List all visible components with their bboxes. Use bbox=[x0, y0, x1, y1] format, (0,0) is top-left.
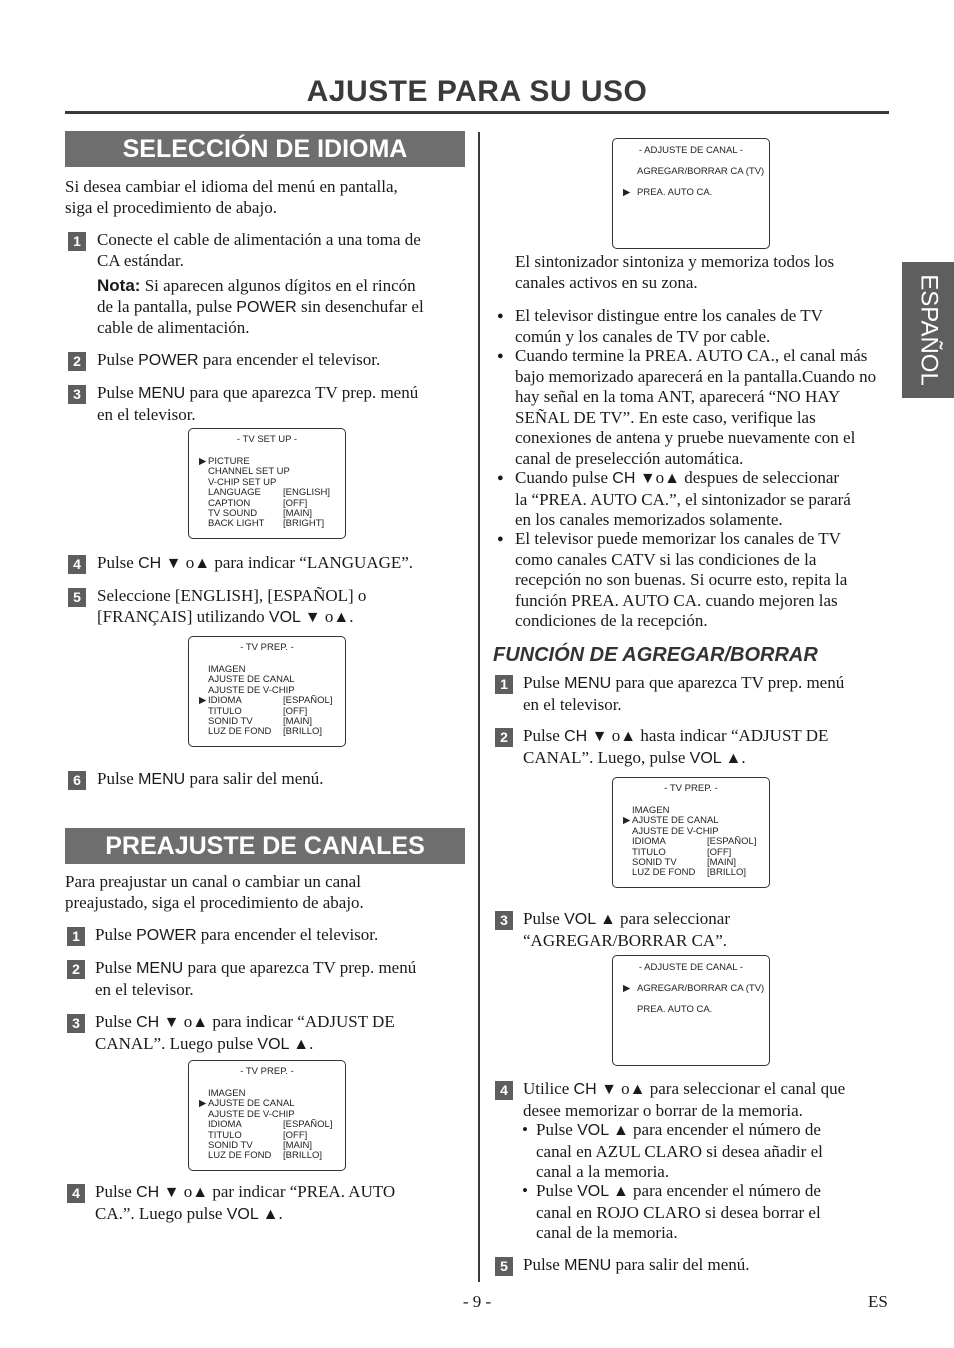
screen-value: [ESPAÑOL] bbox=[283, 695, 333, 707]
step-number: 3 bbox=[68, 385, 86, 404]
punctuation: . bbox=[741, 747, 746, 767]
step-line: para encender el televisor. bbox=[196, 925, 379, 944]
power-key-label: POWER bbox=[236, 298, 297, 316]
screen-value: [MAIN] bbox=[283, 508, 313, 519]
or-text: o bbox=[183, 1012, 193, 1031]
step-number: 4 bbox=[495, 1081, 513, 1100]
step-number: 6 bbox=[68, 771, 86, 790]
intro-line: preajustado, siga el procedimiento de abajo. bbox=[65, 892, 364, 912]
screen-item: TITULO bbox=[208, 705, 242, 717]
step-number: 1 bbox=[495, 675, 513, 694]
bullet-dot-icon: ● bbox=[497, 350, 504, 362]
step-text bbox=[97, 553, 465, 575]
step-number: 5 bbox=[495, 1257, 513, 1276]
bullet-dot-icon: • bbox=[522, 1120, 528, 1139]
bullet-line: El televisor distingue entre los canales de TV bbox=[515, 306, 823, 325]
step-line: en el televisor. bbox=[95, 979, 194, 999]
subsection-heading-add-delete: FUNCIÓN DE AGREGAR/BORRAR bbox=[493, 644, 818, 666]
tuner-paragraph bbox=[515, 252, 895, 293]
up-arrow-icon: ▲ bbox=[664, 470, 681, 487]
or-text: o bbox=[655, 468, 665, 487]
bullet-dot-icon: ● bbox=[497, 310, 504, 322]
bullet-dot-icon: ● bbox=[497, 533, 504, 545]
up-arrow-icon: ▲ bbox=[608, 1122, 629, 1139]
screen-item: CHANNEL SET UP bbox=[208, 466, 290, 478]
step-line: Conecte el cable de alimentación a una toma de bbox=[97, 230, 421, 249]
bullet-line: SEÑAL DE TV”. En este caso, verifique las bbox=[515, 407, 816, 427]
screen-value: [OFF] bbox=[707, 846, 732, 858]
screen-item: LUZ DE FOND bbox=[208, 726, 272, 738]
menu-key-label: MENU bbox=[138, 771, 186, 788]
language-side-tab bbox=[902, 262, 954, 398]
screen-item: BACK LIGHT bbox=[208, 518, 265, 530]
tv-prep-screen-channel bbox=[188, 1060, 346, 1171]
vol-key-label: VOL bbox=[689, 749, 722, 767]
step-line: hasta indicar “ADJUST DE bbox=[636, 726, 829, 745]
screen-value: [OFF] bbox=[283, 705, 308, 717]
step-line: Pulse bbox=[97, 553, 139, 572]
bullet-line: Cuando termine la PREA. AUTO CA., el canal más bbox=[515, 346, 868, 365]
bullet-line: despues de seleccionar bbox=[680, 468, 840, 487]
ch-key-label: CH bbox=[573, 1081, 597, 1098]
bullet-line: hay señal en la toma ANT, aparecerá “NO HAY bbox=[515, 387, 841, 406]
or-text: o bbox=[183, 1182, 193, 1201]
step-line: desee memorizar o borrar de la memoria. bbox=[523, 1100, 803, 1120]
selection-arrow-icon: ▶ bbox=[623, 187, 631, 198]
step-line: CA.”. Luego pulse bbox=[95, 1203, 227, 1223]
vol-key-label: VOL bbox=[226, 1205, 259, 1223]
bullet-line: para encender el número de bbox=[628, 1120, 821, 1139]
screen-value: [BRILLO] bbox=[283, 726, 323, 738]
bullet-line: Pulse bbox=[536, 1181, 578, 1200]
screen-value: [BRIGHT] bbox=[283, 518, 325, 530]
ch-key-label: CH bbox=[138, 555, 162, 572]
presets-intro bbox=[65, 872, 445, 913]
screen-item: SONID TV bbox=[208, 716, 253, 727]
intro-line: Si desea cambiar el idioma del menú en pantalla, bbox=[65, 177, 398, 196]
screen-value: [BRILLO] bbox=[707, 867, 747, 879]
screen-item: TITULO bbox=[632, 846, 666, 858]
screen-item: SONID TV bbox=[632, 857, 677, 868]
step-number: 5 bbox=[68, 588, 86, 607]
note-line: de la pantalla, pulse bbox=[97, 296, 237, 316]
down-arrow-icon: ▼ bbox=[635, 470, 656, 487]
step-line: Pulse bbox=[95, 1012, 137, 1031]
bullet-line: canal de la memoria. bbox=[536, 1223, 678, 1242]
step-line: par indicar “PREA. AUTO bbox=[208, 1182, 396, 1201]
step-line: para seleccionar bbox=[615, 909, 730, 928]
screen-item: AGREGAR/BORRAR CA (TV) bbox=[637, 983, 765, 994]
menu-key-label: MENU bbox=[564, 1257, 612, 1274]
step-number: 1 bbox=[67, 927, 85, 946]
step-number: 2 bbox=[67, 960, 85, 979]
step-number: 3 bbox=[495, 911, 513, 930]
screen-value: [MAIN] bbox=[283, 1140, 313, 1151]
bullet-item bbox=[497, 529, 895, 632]
step-text bbox=[97, 769, 465, 791]
step-line: Pulse bbox=[97, 769, 139, 788]
selection-arrow-icon: ▶ bbox=[199, 456, 207, 467]
screen-item: IMAGEN bbox=[208, 1088, 246, 1099]
language-intro bbox=[65, 177, 445, 218]
bullet-line: la “PREA. AUTO CA.”, el sintonizador se parará bbox=[515, 489, 851, 509]
step-line: [FRANÇAIS] utilizando bbox=[97, 606, 269, 626]
column-divider bbox=[478, 132, 480, 1282]
down-arrow-icon: ▼ bbox=[159, 1014, 180, 1031]
screen-item: AGREGAR/BORRAR CA (TV) bbox=[637, 166, 765, 177]
step-text bbox=[523, 673, 891, 715]
up-arrow-icon: ▲ bbox=[258, 1205, 279, 1223]
tv-prep-screen-add-delete bbox=[612, 777, 770, 888]
step-line: para seleccionar el canal que bbox=[645, 1079, 846, 1098]
step-line: Pulse bbox=[523, 1255, 565, 1274]
screen-value: [MAIN] bbox=[283, 716, 313, 727]
bullet-line: Cuando pulse bbox=[515, 468, 613, 487]
screen-title: - TV PREP. - bbox=[664, 783, 718, 794]
bullet-line: canal en AZUL CLARO si desea añadir el bbox=[536, 1141, 823, 1161]
step-number: 2 bbox=[495, 728, 513, 747]
menu-key-label: MENU bbox=[138, 385, 186, 402]
screen-item: AJUSTE DE CANAL bbox=[208, 674, 295, 686]
intro-line: Para preajustar un canal o cambiar un canal bbox=[65, 872, 361, 891]
menu-key-label: MENU bbox=[564, 675, 612, 692]
side-tab-label: ESPAÑOL bbox=[915, 274, 943, 386]
language-code: ES bbox=[868, 1292, 888, 1311]
screen-value: [OFF] bbox=[283, 1129, 308, 1141]
selection-arrow-icon: ▶ bbox=[623, 815, 631, 827]
bullet-line: para encender el número de bbox=[628, 1181, 821, 1200]
up-arrow-icon: ▲ bbox=[595, 911, 616, 928]
screen-title: - ADJUSTE DE CANAL - bbox=[638, 962, 744, 973]
ch-key-label: CH bbox=[564, 728, 588, 745]
bullet-item bbox=[497, 468, 895, 531]
bullet-line: condiciones de la recepción. bbox=[515, 611, 708, 630]
vol-key-label: VOL bbox=[577, 1122, 609, 1139]
screen-item: IDIOMA bbox=[632, 836, 666, 848]
page-number: - 9 - bbox=[462, 1292, 492, 1311]
step-line: CANAL”. Luego, pulse bbox=[523, 747, 690, 767]
sub-bullet-item bbox=[522, 1120, 876, 1183]
screen-title: - TV PREP. - bbox=[240, 1066, 294, 1077]
para-line: canales activos en su zona. bbox=[515, 272, 698, 292]
step-line: “AGREGAR/BORRAR CA”. bbox=[523, 930, 728, 950]
bullet-line: El televisor puede memorizar los canales de TV bbox=[515, 529, 841, 548]
step-line: Pulse bbox=[97, 350, 139, 369]
power-key-label: POWER bbox=[136, 927, 197, 944]
punctuation: . bbox=[309, 1033, 314, 1053]
step-line: para que aparezca TV prep. menú bbox=[185, 383, 419, 402]
bullet-line: conexiones de antena y pruebe nuevamente con el bbox=[515, 428, 856, 447]
screen-item: V-CHIP SET UP bbox=[208, 476, 277, 488]
down-arrow-icon: ▼ bbox=[159, 1184, 180, 1201]
screen-item: TV SOUND bbox=[208, 508, 258, 519]
screen-item: TITULO bbox=[208, 1129, 242, 1141]
punctuation: . bbox=[349, 606, 354, 626]
step-text bbox=[97, 383, 465, 425]
step-line: para que aparezca TV prep. menú bbox=[183, 958, 417, 977]
step-line: en el televisor. bbox=[523, 694, 622, 714]
bullet-line: común y los canales de TV por cable. bbox=[515, 326, 771, 346]
section-heading-language: SELECCIÓN DE IDIOMA bbox=[65, 131, 465, 167]
screen-item: PREA. AUTO CA. bbox=[637, 1004, 713, 1015]
step-text bbox=[97, 350, 465, 372]
bullet-line: en los canales memorizados solamente. bbox=[515, 510, 783, 529]
step-line: Pulse bbox=[95, 1182, 137, 1201]
step-text bbox=[97, 230, 465, 271]
down-arrow-icon: ▼ bbox=[300, 608, 321, 626]
bullet-item bbox=[497, 306, 895, 347]
screen-item: PREA. AUTO CA. bbox=[637, 187, 713, 198]
or-text: o bbox=[621, 1079, 630, 1098]
screen-value: [OFF] bbox=[283, 497, 308, 509]
up-arrow-icon: ▲ bbox=[608, 1183, 629, 1200]
screen-item: LUZ DE FOND bbox=[632, 867, 696, 879]
or-text: o bbox=[611, 726, 621, 745]
screen-item: LUZ DE FOND bbox=[208, 1150, 272, 1162]
down-arrow-icon: ▼ bbox=[587, 728, 608, 745]
vol-key-label: VOL bbox=[577, 1183, 609, 1200]
bullet-item bbox=[497, 346, 895, 469]
power-key-label: POWER bbox=[138, 352, 199, 369]
step-line: para indicar “ADJUST DE bbox=[208, 1012, 395, 1031]
vol-key-label: VOL bbox=[268, 608, 301, 626]
ch-key-label: CH bbox=[136, 1184, 160, 1201]
step-text bbox=[95, 1182, 463, 1225]
down-arrow-icon: ▼ bbox=[161, 555, 182, 572]
step-text bbox=[97, 586, 465, 628]
step-number: 4 bbox=[67, 1184, 85, 1203]
step-number: 1 bbox=[68, 232, 86, 251]
step-line: Utilice bbox=[523, 1079, 574, 1098]
screen-value: [MAIN] bbox=[707, 857, 737, 868]
vol-key-label: VOL bbox=[564, 911, 596, 928]
screen-value: [ESPAÑOL] bbox=[707, 836, 757, 848]
step-line: Pulse bbox=[523, 673, 565, 692]
screen-value: [ESPAÑOL] bbox=[283, 1119, 333, 1131]
up-arrow-icon: ▲ bbox=[721, 749, 742, 767]
para-line: El sintonizador sintoniza y memoriza todos los bbox=[515, 252, 835, 271]
step-line: para indicar “LANGUAGE”. bbox=[210, 553, 414, 572]
step-line: Pulse bbox=[523, 909, 565, 928]
ch-key-label: CH bbox=[136, 1014, 160, 1031]
note-label: Nota: bbox=[97, 276, 141, 295]
intro-line: siga el procedimiento de abajo. bbox=[65, 197, 277, 217]
step-line: Pulse bbox=[95, 958, 137, 977]
channel-adjust-screen-add-delete bbox=[612, 955, 770, 1066]
screen-item: IDIOMA bbox=[208, 695, 242, 707]
screen-value: [ENGLISH] bbox=[283, 487, 330, 499]
step-number: 3 bbox=[67, 1014, 85, 1033]
note-line: cable de alimentación. bbox=[97, 318, 250, 337]
step-line: Pulse bbox=[95, 925, 137, 944]
bullet-line: función PREA. AUTO CA. cuando mejoren las bbox=[515, 590, 838, 610]
or-text: o bbox=[324, 606, 334, 626]
punctuation: . bbox=[278, 1203, 283, 1223]
step-text bbox=[523, 1079, 893, 1121]
screen-item: AJUSTE DE V-CHIP bbox=[208, 684, 295, 696]
down-arrow-icon: ▼ bbox=[596, 1081, 617, 1098]
up-arrow-icon: ▲ bbox=[288, 1035, 310, 1053]
bullet-line: canal de preselección automática. bbox=[515, 448, 744, 468]
screen-item: LANGUAGE bbox=[208, 487, 261, 499]
step-line: para salir del menú. bbox=[185, 769, 324, 788]
up-arrow-icon: ▲ bbox=[620, 728, 637, 745]
step-line: Pulse bbox=[523, 726, 565, 745]
bullet-dot-icon: • bbox=[522, 1181, 528, 1200]
tv-setup-screen bbox=[188, 428, 346, 539]
screen-item: IDIOMA bbox=[208, 1119, 242, 1131]
step-line: para salir del menú. bbox=[611, 1255, 750, 1274]
screen-item: AJUSTE DE CANAL bbox=[208, 1098, 295, 1110]
up-arrow-icon: ▲ bbox=[333, 608, 350, 626]
step-text bbox=[95, 1012, 463, 1055]
bullet-line: canal a la memoria. bbox=[536, 1162, 670, 1181]
screen-item: IMAGEN bbox=[208, 664, 246, 675]
screen-title: - TV SET UP - bbox=[236, 434, 298, 445]
step-line: Pulse bbox=[97, 383, 139, 402]
selection-arrow-icon: ▶ bbox=[199, 1098, 207, 1110]
screen-title: - ADJUSTE DE CANAL - bbox=[638, 145, 744, 156]
note-line: sin desenchufar el bbox=[296, 296, 424, 316]
bullet-line: Pulse bbox=[536, 1120, 578, 1139]
step-line: CANAL”. Luego pulse bbox=[95, 1033, 258, 1053]
selection-arrow-icon: ▶ bbox=[623, 983, 631, 994]
step-text bbox=[523, 909, 891, 951]
menu-key-label: MENU bbox=[136, 960, 184, 977]
vol-key-label: VOL bbox=[257, 1035, 289, 1053]
step-number: 2 bbox=[68, 352, 86, 371]
step-line: para que aparezca TV prep. menú bbox=[611, 673, 845, 692]
screen-item: CAPTION bbox=[208, 497, 251, 509]
screen-item: AJUSTE DE CANAL bbox=[632, 815, 719, 827]
screen-item: SONID TV bbox=[208, 1140, 253, 1151]
screen-item: PICTURE bbox=[208, 456, 250, 467]
note-line: Si aparecen algunos dígitos en el rincón bbox=[140, 276, 416, 295]
or-text: o bbox=[185, 553, 195, 572]
step-line: para encender el televisor. bbox=[198, 350, 381, 369]
section-heading-presets: PREAJUSTE DE CANALES bbox=[65, 828, 465, 864]
selection-arrow-icon: ▶ bbox=[199, 695, 207, 707]
up-arrow-icon: ▲ bbox=[194, 555, 211, 572]
screen-title: - TV PREP. - bbox=[240, 642, 294, 653]
bullet-line: canal en ROJO CLARO si desea borrar el bbox=[536, 1202, 821, 1222]
bullet-line: como canales CATV si las condiciones de la bbox=[515, 549, 817, 569]
up-arrow-icon: ▲ bbox=[192, 1184, 209, 1201]
step-line: Seleccione [ENGLISH], [ESPAÑOL] o bbox=[97, 586, 367, 605]
screen-value: [BRILLO] bbox=[283, 1150, 323, 1162]
screen-item: AJUSTE DE V-CHIP bbox=[208, 1108, 295, 1120]
step-text bbox=[523, 1255, 891, 1277]
bullet-line: recepción no son buenas. Si ocurre esto, repita la bbox=[515, 570, 848, 589]
bullet-line: bajo memorizado aparecerá en la pantalla.Cuando no bbox=[515, 366, 877, 386]
step-line: CA estándar. bbox=[97, 250, 184, 270]
step-number: 4 bbox=[68, 555, 86, 574]
step-text bbox=[523, 726, 891, 769]
tv-prep-screen-language bbox=[188, 636, 346, 747]
ch-key-label: CH bbox=[612, 470, 636, 487]
channel-adjust-screen-auto bbox=[612, 138, 770, 249]
screen-item: IMAGEN bbox=[632, 805, 670, 816]
step-text bbox=[95, 925, 463, 947]
up-arrow-icon: ▲ bbox=[629, 1081, 646, 1098]
page-title: AJUSTE PARA SU USO bbox=[306, 75, 648, 108]
note-text bbox=[97, 276, 465, 339]
step-text bbox=[95, 958, 463, 1000]
step-line: en el televisor. bbox=[97, 404, 196, 424]
sub-bullet-item bbox=[522, 1181, 876, 1244]
bullet-dot-icon: ● bbox=[497, 472, 504, 484]
up-arrow-icon: ▲ bbox=[192, 1014, 209, 1031]
title-divider bbox=[65, 111, 889, 114]
screen-item: AJUSTE DE V-CHIP bbox=[632, 825, 719, 837]
